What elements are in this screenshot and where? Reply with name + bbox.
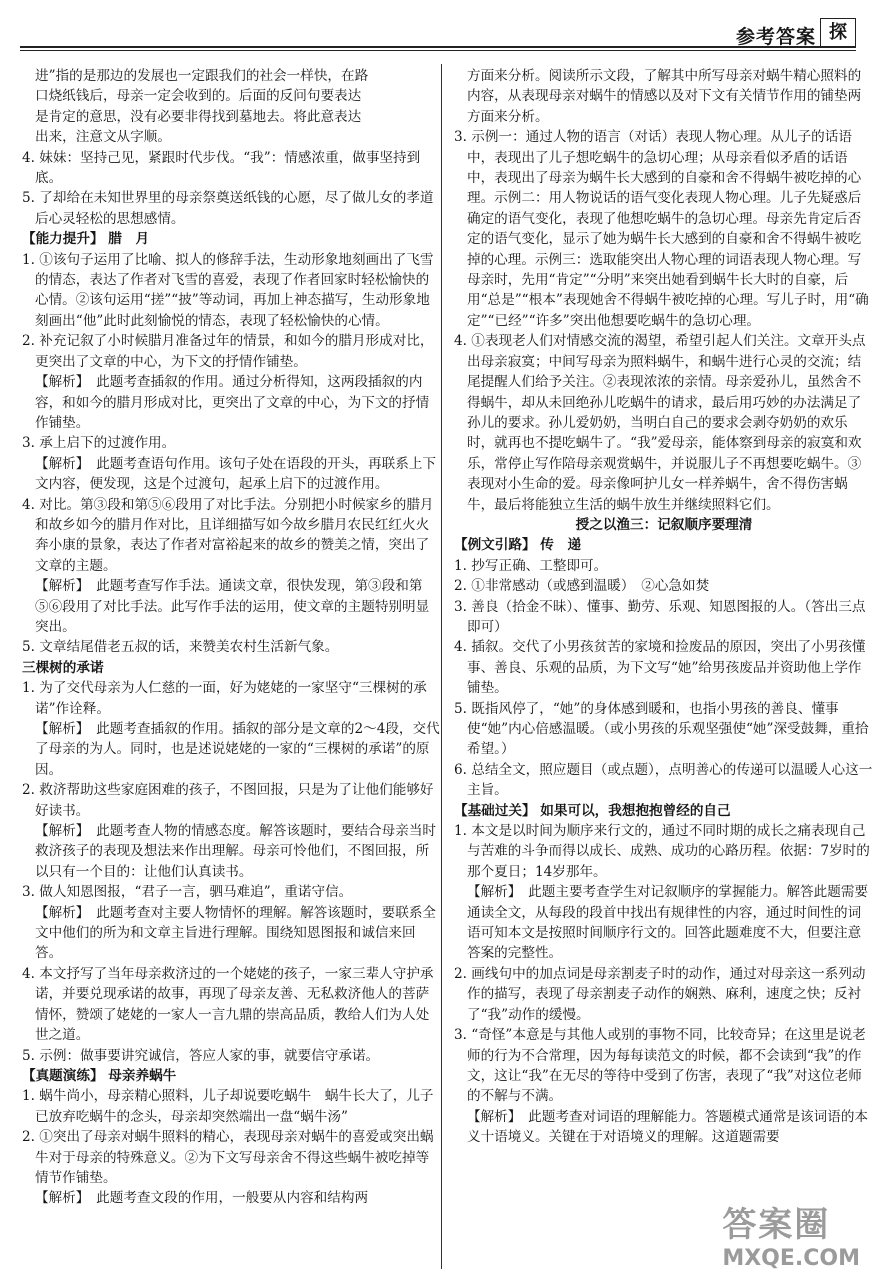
- answer-continuation: 口烧纸钱后，母亲一定会收到的。后面的反问句要表达: [35, 88, 362, 105]
- answer-continuation: 【解析】 此题考查插叙的作用。插叙的部分是文章的2～4段，交代了母亲的为人。同时，也是述说姥姥的一家的“三棵树的承诺”的原因。: [35, 721, 440, 778]
- answer-item: 3. 做人知恩图报，“君子一言，驷马难追”，重诺守信。: [22, 884, 353, 901]
- answer-item: 4. 妹妹：坚持己见，紧跟时代步伐。“我”：情感浓重，做事坚持到底。: [22, 149, 421, 187]
- answer-item: 3. “奇怪”本意是与其他人或别的事物不同，比较奇异；在这里是说老师的行为不合常理，因为每每读范文的时候，都不会读到“我”的作文，这让“我”在无尽的等待中受到了伤害，表现了“我”对这位老师的不解与不满。: [454, 1027, 866, 1105]
- answer-item: 3. 善良（拾金不昧）、懂事、勤劳、乐观、知恩图报的人。（答出三点即可）: [454, 598, 866, 635]
- answer-continuation: 方面来分析。阅读所示文段，了解其中所写母亲对蜗牛精心照料的内容，从表现母亲对蜗牛的情感以及对下文有关情节作用的铺垫两方面来分析。: [467, 68, 862, 125]
- answer-continuation: 【解析】 此题主要考查学生对记叙顺序的掌握能力。解答此题需要通读全文，从每段的段首中找出有规律性的内容，通过时间性的词语可知本文是按照时间顺序行文的。回答此题难度不大，但要注意答案的完整性。: [467, 884, 869, 962]
- section-heading: 【例文引路】 传 递: [454, 537, 582, 554]
- answer-continuation: 【解析】 此题考查文段的作用，一般要从内容和结构两: [35, 1190, 369, 1207]
- watermark-url: MXQE.COM: [722, 1246, 860, 1271]
- section-heading: 【基础过关】 如果可以，我想抱抱曾经的自己: [454, 802, 731, 819]
- answer-item: 5. 文章结尾借老五叔的话，来赞美农村生活新气象。: [22, 639, 339, 656]
- page-header: [0, 0, 876, 62]
- section-heading: 【真题演练】 母亲养蜗牛: [22, 1067, 177, 1084]
- answer-continuation: 出来，注意文从字顺。: [35, 129, 171, 146]
- answer-item: 1. 蜗牛尚小，母亲精心照料，儿子却说要吃蜗牛 蜗牛长大了，儿子已放弃吃蜗牛的念头，母亲却突然端出一盘“蜗牛汤”: [22, 1088, 434, 1125]
- answer-item: 2. ①非常感动（或感到温暖） ②心急如焚: [454, 578, 710, 595]
- answer-item: 2. 画线句中的加点词是母亲割麦子时的动作，通过对母亲这一系列动作的描写，表现了母亲割麦子动作的娴熟、麻利，速度之快；反衬了“我”动作的缓慢。: [454, 965, 866, 1023]
- answer-continuation: 是肯定的意思，没有必要非得找到墓地去。将此意表达: [35, 108, 362, 125]
- answer-continuation: 【解析】 此题考查写作手法。通读文章，很快发现，第③段和第⑤⑥段用了对比手法。此写作手法的运用，使文章的主题特别明显突出。: [35, 578, 430, 635]
- answer-item: 2. 补充记叙了小时候腊月准备过年的情景，和如今的腊月形成对比，更突出了文章的中心，为下文的抒情作铺垫。: [22, 333, 434, 370]
- answer-continuation: 【解析】 此题考查语句作用。该句子处在语段的开头，再联系上下文内容，便发现，这是个过渡句，起承上启下的过渡作用。: [35, 455, 437, 493]
- header-title: 参考答案: [735, 26, 816, 48]
- answer-item: 3. 示例一：通过人物的语言（对话）表现人物心理。从儿子的话语中，表现出了儿子想吃蜗牛的急切心理；从母亲看似矛盾的话语中，表现出了母亲为蜗牛长大感到的自豪和舍不得蜗牛被吃掉的心理。示例二：用人物说话的语气变化表现人物心理。儿子先疑惑后确定的语气变化，表现了他想吃蜗牛的急切心理。母亲先肯定后否定的语气变化，显示了她为蜗牛长大感到的自豪和舍不得蜗牛被吃掉的心理。示例三：选取能突出人物心理的词语表现人物心理。写母亲时，先用“肯定”“分明”来突出她看到蜗牛长大时的自豪，后用“总是”“根本”表现她舍不得蜗牛被吃掉的心理。写儿子时，用“确定”“已经”“许多”突出他想要吃蜗牛的急切心理。: [454, 129, 869, 329]
- answer-continuation: 【解析】 此题考查插叙的作用。通过分析得知，这两段插叙的内容，和如今的腊月形成对比，更突出了文章的中心，为下文的抒情作铺垫。: [35, 374, 430, 431]
- answer-item: 1. 为了交代母亲为人仁慈的一面，好为姥姥的一家坚守“三棵树的承诺”作诠释。: [22, 680, 427, 717]
- answer-item: 5. 既指风停了，“她”的身体感到暖和，也指小男孩的善良、懂事使“她”内心倍感温暖。（或小男孩的乐观坚强使“她”深受鼓舞，重拾希望。）: [454, 700, 869, 758]
- answer-continuation: 进”指的是那边的发展也一定跟我们的社会一样快，在路: [35, 68, 369, 84]
- answer-item: 5. 示例：做事要讲究诚信，答应人家的事，就要信守承诺。: [22, 1047, 380, 1064]
- left-column: [22, 66, 442, 1209]
- right-column: [454, 66, 874, 1148]
- watermark-text: 答案圈: [722, 1205, 831, 1245]
- chapter-heading: 授之以渔三：记叙顺序要理清: [575, 516, 753, 533]
- section-heading: 【能力提升】 腊 月: [22, 231, 150, 248]
- answer-item: 6. 总结全文，照应题目（或点题），点明善心的传递可以温暖人心这一主旨。: [454, 761, 873, 799]
- answer-item: 1. 本文是以时间为顺序来行文的，通过不同时期的成长之痛表现自己与苦难的斗争而得以成长、成熟、成功的心路历程。依据：7岁时的那个夏日；14岁那年。: [454, 823, 870, 880]
- section-heading: 三棵树的承诺: [22, 659, 104, 676]
- answer-continuation: 【解析】 此题考查对主要人物情怀的理解。解答该题时，要联系全文中他们的所为和文章主旨进行理解。围绕知恩图报和诚信来回答。: [35, 904, 437, 962]
- answer-item: 1. ①该句子运用了比喻、拟人的修辞手法，生动形象地刻画出了飞雪的情态，表达了作者对飞雪的喜爱，表现了作者回家时轻松愉快的心情。②该句运用“搓”“披”等动词，再加上神态描写，生动形象地刻画出“他”此时此刻愉悦的情态，表现了轻松愉快的心情。: [22, 251, 434, 329]
- answer-item: 3. 承上启下的过渡作用。: [22, 435, 176, 452]
- answer-item: 1. 抄写正确、工整即可。: [454, 557, 608, 574]
- header-logo: 探: [820, 18, 856, 48]
- answer-item: 4. 对比。第③段和第⑤⑥段用了对比手法。分别把小时候家乡的腊月和故乡如今的腊月作对比，且详细描写如今故乡腊月农民红红火火奔小康的景象，表达了作者对富裕起来的故乡的赞美之情，突出了文章的主题。: [22, 496, 434, 574]
- answer-item: 4. 插叙。交代了小男孩贫苦的家境和捡废品的原因，突出了小男孩懂事、善良、乐观的品质，为下文写“她”给男孩废品并资助他上学作铺垫。: [454, 639, 866, 697]
- answer-item: 4. ①表现老人们对情感交流的渴望，希望引起人们关注。文章开头点出母亲寂寞；中间写母亲为照料蜗牛，和蜗牛进行心灵的交流；结尾提醒人们给予关注。②表现浓浓的亲情。母亲爱孙儿，虽然舍不得蜗牛，却从未回绝孙儿吃蜗牛的请求，最后用巧妙的办法满足了孙儿的要求。孙儿爱奶奶，当明白自己的要求会剥夺奶奶的欢乐时，就再也不提吃蜗牛了。“我”爱母亲，能体察到母亲的寂寞和欢乐，常停止写作陪母亲观赏蜗牛，并说服儿子不再想要吃蜗牛。③表现对小生命的爱。母亲像呵护儿女一样养蜗牛，舍不得伤害蜗牛，最后将能独立生活的蜗牛放生并继续照料它们。: [454, 333, 866, 513]
- header-rule: [20, 46, 856, 48]
- answer-item: 4. 本文抒写了当年母亲救济过的一个姥姥的孩子，一家三辈人守护承诺，并要兑现承诺的故事，再现了母亲友善、无私救济他人的菩萨情怀，赞颂了姥姥的一家人一言九鼎的崇高品质，教给人们为人处世之道。: [22, 965, 434, 1044]
- answer-item: 2. ①突出了母亲对蜗牛照料的精心，表现母亲对蜗牛的喜爱或突出蜗牛对于母亲的特殊意义。②为下文写母亲舍不得这些蜗牛被吃掉等情节作铺垫。: [22, 1129, 434, 1186]
- watermark: [722, 1197, 860, 1271]
- answer-continuation: 【解析】 此题考查对词语的理解能力。答题模式通常是该词语的本义十语境义。关键在于对语境义的理解。这道题需要: [467, 1108, 869, 1146]
- answer-item: 5. 了却给在未知世界里的母亲祭奠送纸钱的心愿，尽了做儿女的孝道后心灵轻松的思想感情。: [22, 190, 434, 227]
- header-rule-thin: [20, 50, 856, 51]
- answer-continuation: 【解析】 此题考查人物的情感态度。解答该题时，要结合母亲当时救济孩子的表现及想法来作出理解。母亲可怜他们，不图回报，所以只有一个目的：让他们认真读书。: [35, 823, 437, 880]
- answer-item: 2. 救济帮助这些家庭困难的孩子，不图回报，只是为了让他们能够好好读书。: [22, 782, 434, 819]
